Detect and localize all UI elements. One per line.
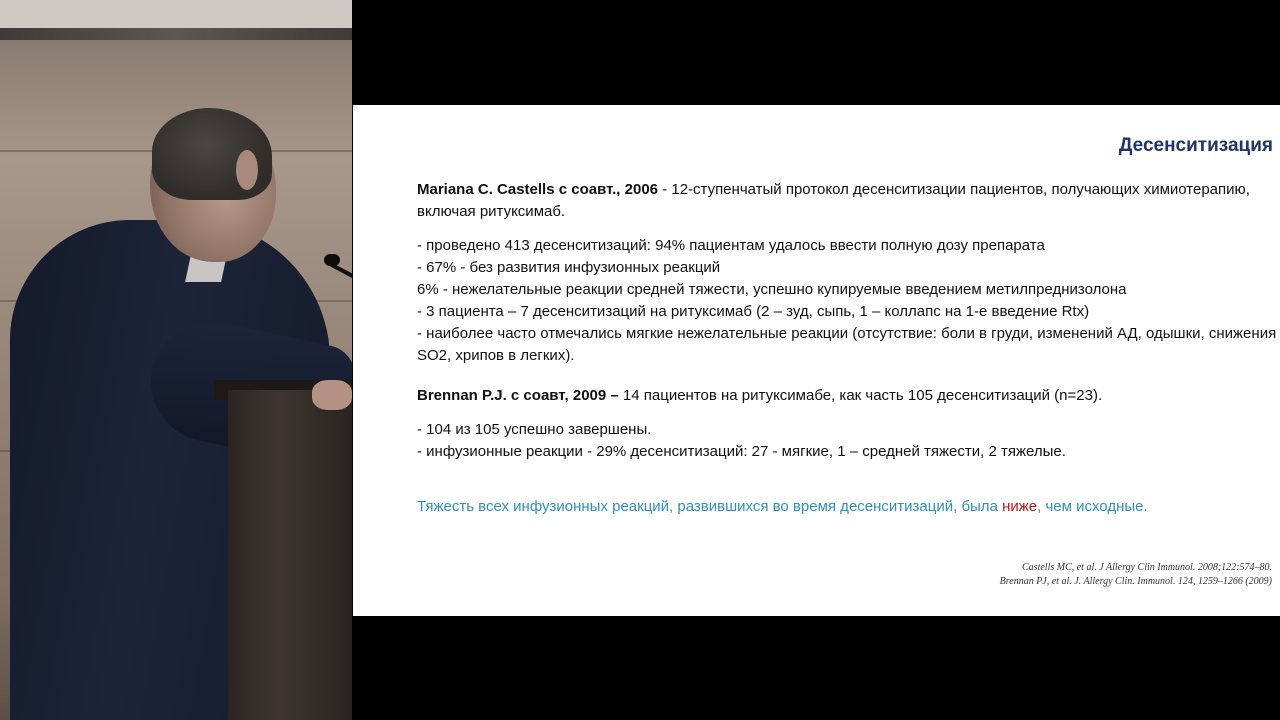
castells-text: - 12-ступенчатый протокол десенситизации пациентов, получающих химиотерапию, включая ритуксимаб. xyxy=(417,181,1250,220)
list-item: - 67% - без развития инфузионных реакций xyxy=(417,259,721,276)
list-item: - наиболее часто отмечались мягкие нежелательные реакции (отсутствие: боли в груди, изменений АД, одышки, снижения SO2, хрипов в легких). xyxy=(417,325,1277,364)
brennan-author: Brennan P.J. с соавт, 2009 – xyxy=(417,387,619,404)
podium xyxy=(228,390,352,720)
list-item: - инфузионные реакции - 29% десенситизаций: 27 - мягкие, 1 – средней тяжести, 2 тяжелые. xyxy=(417,443,1066,460)
speaker-video xyxy=(0,0,352,720)
microphone-icon xyxy=(324,254,340,266)
list-item: - 3 пациента – 7 десенситизаций на ритуксимаб (2 – зуд, сыпь, 1 – коллапс на 1-е введение Rtx) xyxy=(417,303,1090,320)
list-item: 6% - нежелательные реакции средней тяжести, успешно купируемые введением метилпреднизолона xyxy=(417,281,1127,298)
castells-findings-list xyxy=(417,235,1277,367)
ceiling-light-strip xyxy=(0,28,352,40)
list-item: - 104 из 105 успешно завершены. xyxy=(417,421,652,438)
castells-paragraph xyxy=(417,179,1277,223)
conclusion-before: Тяжесть всех инфузионных реакций, развившихся во время десенситизаций, была xyxy=(417,498,1003,515)
speaker-ear xyxy=(236,150,258,190)
presentation-slide xyxy=(353,105,1280,616)
reference-item: Brennan PJ, et al. J. Allergy Clin. Immunol. 124, 1259–1266 (2009) xyxy=(999,576,1272,587)
brennan-paragraph xyxy=(417,385,1277,407)
references xyxy=(1000,561,1272,589)
conclusion-highlight: ниже xyxy=(1002,498,1038,515)
conclusion-statement xyxy=(417,496,1277,518)
castells-author: Mariana C. Castells с соавт., 2006 xyxy=(417,181,659,198)
reference-item: Castells MC, et al. J Allergy Clin Immunol. 2008;122:574–80. xyxy=(1022,562,1272,573)
conclusion-after: , чем исходные. xyxy=(1037,498,1148,515)
list-item: - проведено 413 десенситизаций: 94% пациентам удалось ввести полную дозу препарата xyxy=(417,237,1045,254)
slide-title: Десенситизация xyxy=(1118,135,1273,156)
brennan-findings-list xyxy=(417,419,1277,463)
speaker-hand xyxy=(312,380,352,410)
brennan-text: 14 пациентов на ритуксимабе, как часть 105 десенситизаций (n=23). xyxy=(618,387,1103,404)
